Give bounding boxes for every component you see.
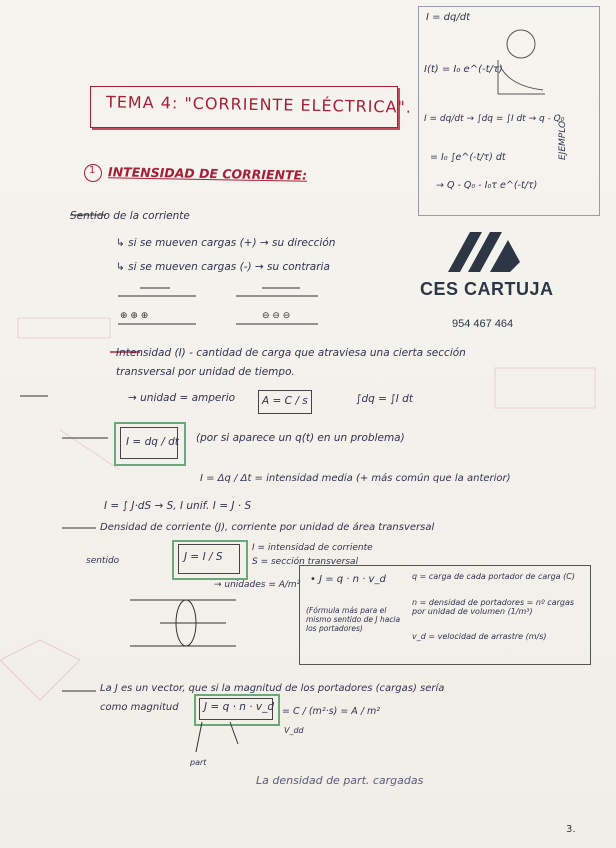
eq1-note: (por si aparece un q(t) en un problema) [196,432,405,444]
box-eq: • J = q · n · v_d [310,574,386,585]
eq2: I = Δq / Δt = intensidad media (+ más común que la anterior) [200,473,511,484]
example-label: EJEMPLO [558,120,568,160]
box-note-2: n = densidad de portadores = nº cargas por unidad de volumen (1/m³) [412,598,575,616]
eq3: I = ∫ J·dS → S, I unif. I = J · S [104,500,252,512]
note-line-3: ↳ si se mueven cargas (-) → su contraria [116,261,330,273]
section-number: 1 [89,165,96,176]
note-line-5: transversal por unidad de tiempo. [116,366,295,378]
note-line-1: Sentido de la corriente [70,210,190,222]
brand-name: CES CARTUJA [420,279,554,299]
brand-phone: 954 467 464 [452,318,514,330]
box-note-3: v_d = velocidad de arrastre (m/s) [412,632,547,641]
note-line-6: → unidad = amperio [128,392,236,404]
eq4: J = I / S [184,551,223,563]
page-number: 3. [566,824,576,835]
sub-port: part [190,758,207,767]
example-line-2: I(t) = I₀ e^(-t/τ) [424,64,503,75]
eq1: I = dq / dt [126,436,179,448]
vd-label: V_dd [284,726,304,735]
page-title: TEMA 4: "CORRIENTE ELÉCTRICA". [105,92,413,117]
note-line-2: ↳ si se mueven cargas (+) → su dirección [116,237,336,249]
final-eq: J = q · n · v_d [204,701,275,713]
box-note-1: q = carga de cada portador de carga (C) [412,572,575,581]
note-line-9: como magnitud [100,702,179,713]
units-note: → unidades = A/m² [214,580,301,590]
example-line-5: → Q - Q₀ - I₀τ e^(-t/τ) [436,180,538,191]
final-units: = C / (m²·s) = A / m² [282,706,381,717]
svg-text:⊖ ⊖ ⊖: ⊖ ⊖ ⊖ [262,311,291,321]
sentido-label: sentido [86,556,120,566]
section-title: INTENSIDAD DE CORRIENTE: [107,164,308,183]
example-line-4: = I₀ ∫e^(-t/τ) dt [430,152,506,163]
integral-note: ∫dq = ∫I dt [356,393,413,405]
note-line-7: Densidad de corriente (J), corriente por unidad de área transversal [100,522,435,533]
amp-unit: A = C / s [262,395,308,407]
note-line-4: Intensidad (I) - cantidad de carga que atraviesa una cierta sección [116,347,466,359]
box-left-note: (Fórmula más para el mismo sentido de J hacia los portadores) [306,606,401,633]
eq4-note-2: S = sección transversal [252,557,359,567]
example-line-3: I = dq/dt → ∫dq = ∫I dt → q - Q₀ [424,114,565,124]
example-line-1: I = dq/dt [426,12,471,23]
note-line-8: La J es un vector, que si la magnitud de los portadores (cargas) sería [100,683,445,694]
eq4-note-1: I = intensidad de corriente [252,543,373,553]
final-note: La densidad de part. cargadas [256,774,424,787]
svg-text:⊕ ⊕ ⊕: ⊕ ⊕ ⊕ [120,311,149,321]
